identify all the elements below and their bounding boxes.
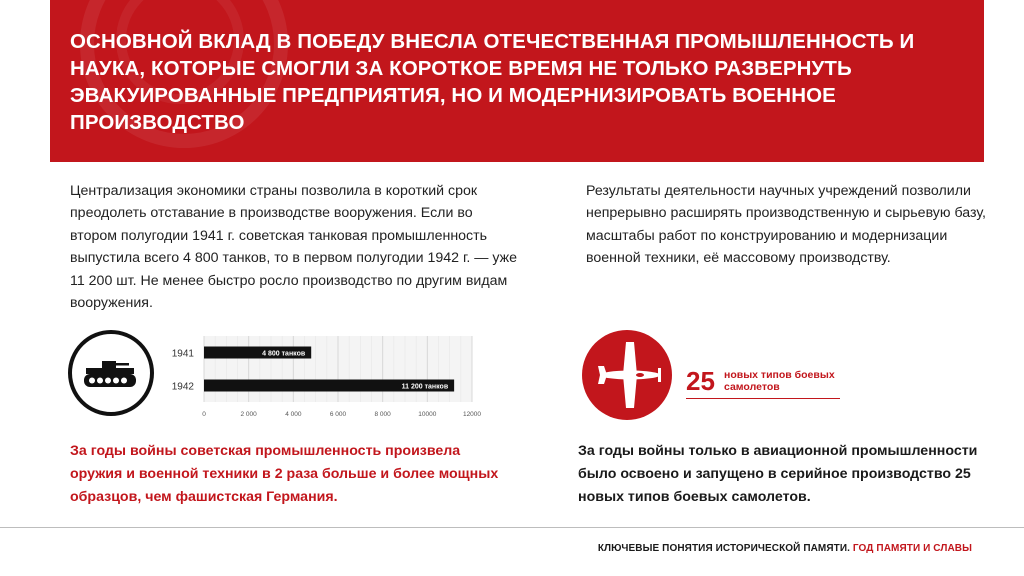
x-tick-label: 10000 (418, 411, 437, 418)
tank-icon (68, 330, 154, 416)
left-conclusion: За годы войны советская промышленность произвела оружия и военной техники в 2 раза больше и более мощных образцов, чем фашистская Германия. (70, 443, 499, 505)
page-title: ОСНОВНОЙ ВКЛАД В ПОБЕДУ ВНЕСЛА ОТЕЧЕСТВЕННАЯ ПРОМЫШЛЕННОСТЬ И НАУКА, КОТОРЫЕ СМОГЛИ ЗА КОРОТКОЕ ВРЕМЯ НЕ ТОЛЬКО РАЗВЕРНУТЬ ЭВАКУИРОВАННЫЕ ПРЕДПРИЯТИЯ, НО И МОДЕРНИЗИРОВАТЬ ВОЕННОЕ ПРОИЗВОДСТВО (70, 30, 915, 134)
right-conclusion: За годы войны только в авиационной промышленности было освоено и запущено в серийное производство 25 новых типов боевых самолетов. (578, 443, 978, 505)
x-tick-label: 6 000 (329, 411, 347, 418)
aircraft-count-label: новых типов боевых самолетов (724, 369, 835, 393)
x-tick-label: 8 000 (374, 411, 391, 418)
x-tick-label: 2 000 (240, 411, 257, 418)
bar-data-label: 4 800 танков (262, 350, 306, 358)
x-tick-label: 12000 (462, 411, 482, 418)
header-banner (50, 0, 984, 162)
left-paragraph: Централизация экономики страны позволила в короткий срок преодолеть отставание в производстве вооружения. Если во втором полугодии 1941 г. советская танковая промышленность выпустила всего 4 800 танков, то в первом полугодии 1942 г. — уже 11 200 шт. Не менее быстро росло производство по другим видам вооружения. (70, 183, 518, 312)
footer (598, 543, 972, 554)
y-category-label: 1941 (171, 348, 194, 360)
airplane-icon (582, 330, 672, 420)
footer-divider (0, 527, 1024, 528)
right-paragraph: Результаты деятельности научных учреждений позволили непрерывно расширять производственную и сырьевую базу, масштабы работ по конструированию и модернизации военной техники, её массовому производству. (586, 183, 986, 267)
y-category-label: 1942 (171, 381, 194, 393)
tank-production-chart (160, 330, 490, 420)
x-tick-label: 4 000 (285, 411, 302, 418)
x-tick-label: 0 (202, 411, 206, 418)
aircraft-count: 25 (686, 366, 715, 396)
footer-left-text: КЛЮЧЕВЫЕ ПОНЯТИЯ ИСТОРИЧЕСКОЙ ПАМЯТИ. (597, 543, 851, 554)
stat-underline (686, 398, 840, 399)
bar-data-label: 11 200 танков (401, 383, 449, 391)
footer-right-text: ГОД ПАМЯТИ И СЛАВЫ (852, 543, 972, 554)
